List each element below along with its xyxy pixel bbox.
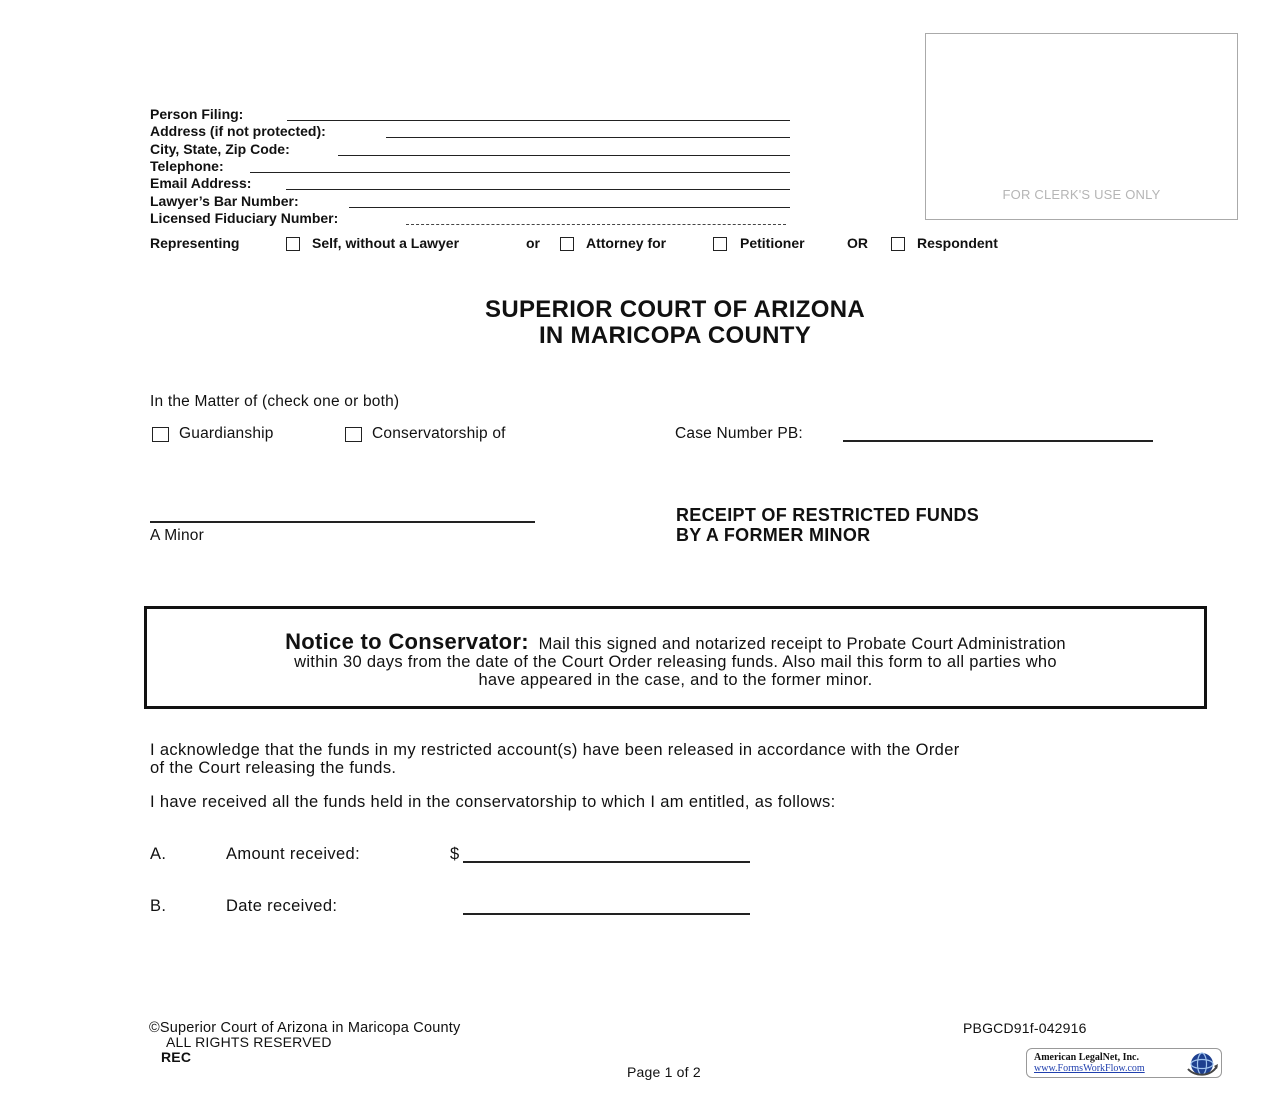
notice-line1 xyxy=(147,629,1204,654)
fiduciary-number-label: Licensed Fiduciary Number: xyxy=(150,210,339,226)
person-filing-field[interactable] xyxy=(287,120,790,121)
or-text-upper: OR xyxy=(847,235,868,251)
globe-icon xyxy=(1185,1051,1219,1077)
email-label: Email Address: xyxy=(150,175,252,191)
city-state-zip-label: City, State, Zip Code: xyxy=(150,141,290,157)
dollar-sign: $ xyxy=(450,845,460,863)
or-text: or xyxy=(526,235,540,251)
logo-url-link[interactable]: www.FormsWorkFlow.com xyxy=(1034,1063,1145,1074)
minor-name-field[interactable] xyxy=(150,521,535,523)
minor-label: A Minor xyxy=(150,527,204,544)
notice-box xyxy=(144,606,1207,709)
received-statement: I have received all the funds held in the conservatorship to which I am entitled, as follows: xyxy=(150,793,836,811)
clerk-use-box xyxy=(925,33,1238,220)
amount-received-field[interactable] xyxy=(463,861,750,863)
person-filing-label: Person Filing: xyxy=(150,106,244,122)
document-title-line2: BY A FORMER MINOR xyxy=(676,525,871,545)
conservatorship-checkbox[interactable] xyxy=(345,427,362,442)
date-received-label: Date received: xyxy=(226,897,338,915)
page-number: Page 1 of 2 xyxy=(627,1064,701,1080)
footer-copyright: ©Superior Court of Arizona in Maricopa County xyxy=(149,1020,461,1036)
case-number-field[interactable] xyxy=(843,440,1153,442)
footer-form-id: PBGCD91f-042916 xyxy=(963,1020,1087,1036)
telephone-field[interactable] xyxy=(250,172,790,173)
bar-number-label: Lawyer’s Bar Number: xyxy=(150,193,299,209)
item-a-letter: A. xyxy=(150,845,167,863)
amount-received-label: Amount received: xyxy=(226,845,360,863)
logo-company-name: American LegalNet, Inc. xyxy=(1034,1052,1139,1063)
city-state-zip-field[interactable] xyxy=(338,155,790,156)
court-name-line1: SUPERIOR COURT OF ARIZONA xyxy=(485,296,865,323)
notice-line2: within 30 days from the date of the Court Order releasing funds. Also mail this form to all parties who xyxy=(294,653,1057,671)
fiduciary-number-field[interactable] xyxy=(406,224,786,225)
self-checkbox[interactable] xyxy=(286,237,300,251)
representing-label: Representing xyxy=(150,235,240,251)
acknowledgement-line1: I acknowledge that the funds in my restricted account(s) have been released in accordance with the Order xyxy=(150,741,960,759)
respondent-label: Respondent xyxy=(917,235,998,251)
petitioner-label: Petitioner xyxy=(740,235,805,251)
date-received-field[interactable] xyxy=(463,913,750,915)
address-label: Address (if not protected): xyxy=(150,123,326,139)
notice-text xyxy=(147,629,1204,689)
footer-form-code: REC xyxy=(161,1049,192,1065)
guardianship-label: Guardianship xyxy=(179,425,274,442)
petitioner-checkbox[interactable] xyxy=(713,237,727,251)
acknowledgement-line2: of the Court releasing the funds. xyxy=(150,759,397,777)
email-field[interactable] xyxy=(286,189,790,190)
bar-number-field[interactable] xyxy=(349,207,790,208)
notice-heading: Notice to Conservator: xyxy=(285,629,529,654)
attorney-checkbox[interactable] xyxy=(560,237,574,251)
guardianship-checkbox[interactable] xyxy=(152,427,169,442)
self-label: Self, without a Lawyer xyxy=(312,235,460,251)
court-name-line2: IN MARICOPA COUNTY xyxy=(538,322,812,349)
clerk-use-label: FOR CLERK'S USE ONLY xyxy=(1002,187,1161,202)
conservatorship-label: Conservatorship of xyxy=(372,425,506,442)
footer-rights: ALL RIGHTS RESERVED xyxy=(166,1034,332,1050)
item-b-letter: B. xyxy=(150,897,167,915)
notice-line3: have appeared in the case, and to the former minor. xyxy=(478,671,873,689)
telephone-label: Telephone: xyxy=(150,158,224,174)
notice-line1-text: Mail this signed and notarized receipt to Probate Court Administration xyxy=(538,635,1066,653)
case-number-label: Case Number PB: xyxy=(675,425,803,442)
matter-intro: In the Matter of (check one or both) xyxy=(150,393,400,410)
attorney-for-label: Attorney for xyxy=(586,235,667,251)
address-field[interactable] xyxy=(386,137,790,138)
respondent-checkbox[interactable] xyxy=(891,237,905,251)
document-title-line1: RECEIPT OF RESTRICTED FUNDS xyxy=(676,505,980,525)
legalnet-logo[interactable] xyxy=(1026,1048,1222,1078)
